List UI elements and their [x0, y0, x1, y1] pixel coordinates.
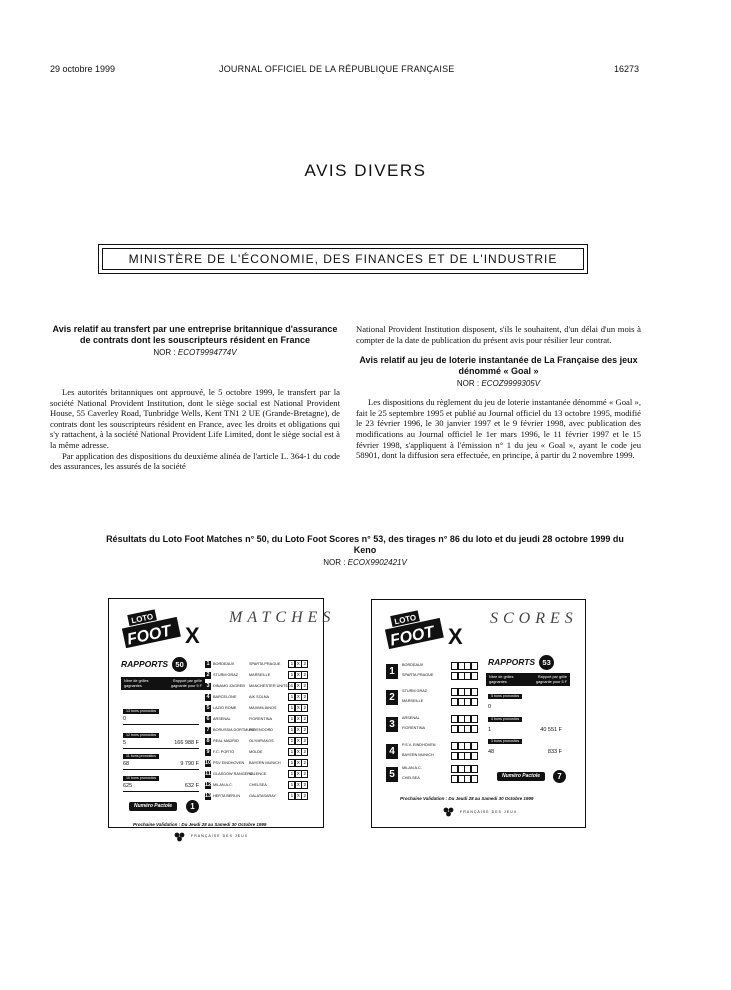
- away-team: BAYERN MUNICH: [249, 761, 281, 765]
- away-team: MARSEILLE: [249, 673, 271, 677]
- header-page-number: 16273: [614, 64, 640, 74]
- score-grid: [452, 725, 478, 733]
- home-team: LAZIO ROME: [213, 706, 237, 710]
- score-match-number: 4: [386, 744, 398, 759]
- match-row: [205, 704, 308, 712]
- prediction-cell: 1: [288, 737, 295, 745]
- away-team: CHELSEA: [249, 783, 267, 787]
- match-row: [205, 759, 308, 767]
- logo-main-text: FOOT: [388, 623, 436, 650]
- match-row: [205, 715, 308, 723]
- prediction-cell: 1: [288, 726, 295, 734]
- away-team: OLYMPIAKOS: [249, 739, 274, 743]
- prediction-cell: X: [296, 738, 300, 743]
- home-team: BARCELONE: [213, 695, 237, 699]
- score-match-number: 1: [386, 664, 398, 679]
- match-number: 2: [206, 671, 210, 678]
- prediction-cell: 2: [301, 715, 308, 723]
- prediction-cell: X: [296, 694, 300, 699]
- prediction-cell: X: [296, 782, 300, 787]
- match-row: [205, 781, 308, 789]
- prediction-grid: [289, 737, 308, 745]
- draw-number-ball: 50: [172, 657, 187, 672]
- match-row: [205, 737, 308, 745]
- numero-pactole-label: Numéro Pactole: [497, 772, 545, 781]
- section-title: AVIS DIVERS: [304, 161, 427, 180]
- away-team: AIK SOLNA: [249, 695, 270, 699]
- fdj-text: FRANÇAISE DES JEUX: [191, 834, 249, 838]
- prediction-cell: 1: [288, 770, 295, 778]
- prediction-cell: 1: [288, 781, 295, 789]
- home-team: PSV EINDHOVEN: [213, 761, 245, 765]
- home-team: REAL MADRID: [213, 739, 239, 743]
- prediction-cell: 2: [301, 781, 308, 789]
- prediction-cell: X: [296, 672, 300, 677]
- match-number: 6: [206, 715, 210, 722]
- away-team: SPARTA PRAGUE: [249, 662, 281, 666]
- numero-pactole-ball: 1: [186, 800, 199, 813]
- match-row: [205, 660, 308, 668]
- rapports-label: [121, 657, 187, 672]
- away-team: MARSEILLE: [402, 699, 424, 703]
- prediction-cell: 1: [288, 660, 295, 668]
- score-cell: [471, 742, 478, 750]
- prize-underline: [123, 748, 199, 749]
- prize-amount: 833 F: [547, 749, 562, 755]
- ministry-box: [98, 244, 588, 274]
- away-team: BAYERN MUNICH: [402, 753, 434, 757]
- prediction-grid: [289, 792, 308, 800]
- prize-label-bar: 13 bons pronostics: [123, 709, 159, 714]
- score-cell: [471, 688, 478, 696]
- away-team: FIORENTINA: [249, 717, 272, 721]
- results-nor: [100, 558, 630, 567]
- prediction-cell: 1: [288, 759, 295, 767]
- loto-foot-matches-card: [108, 598, 336, 838]
- away-team: VALENCE: [249, 772, 267, 776]
- prize-table-header: [486, 673, 570, 686]
- prediction-grid: [289, 781, 308, 789]
- prize-label-bar: 12 bons pronostics: [123, 733, 159, 738]
- prize-row: [123, 740, 199, 746]
- rapports-label: [488, 655, 554, 670]
- match-number: 7: [206, 726, 210, 733]
- prize-count: 68: [123, 761, 130, 767]
- match-number: 9: [206, 748, 210, 755]
- results-heading: Résultats du Loto Foot Matches n° 50, du Loto Foot Scores n° 53, des tirages n° 86 du loto et du jeudi 28 octobre 1999 du Keno: [106, 534, 624, 555]
- prediction-cell: X: [296, 793, 300, 798]
- prediction-cell: X: [296, 727, 300, 732]
- nor-label: NOR :: [323, 558, 346, 567]
- logo-x-icon: X: [185, 623, 200, 648]
- home-team: STURM GRAZ: [213, 673, 239, 677]
- prize-row: [123, 716, 199, 722]
- prize-label-bar: 5 bons pronostics: [488, 694, 522, 699]
- away-team: FEYENOORD: [249, 728, 274, 732]
- score-grid: [452, 688, 478, 696]
- loto-foot-logo: [382, 610, 472, 650]
- prediction-cell: 2: [301, 693, 308, 701]
- header-journal-title: JOURNAL OFFICIEL DE LA RÉPUBLIQUE FRANÇAISE: [219, 64, 455, 74]
- article1-nor: [50, 348, 340, 357]
- article1-paragraph-1: Les autorités britanniques ont approuvé, le 5 octobre 1999, le transfert par la société National Provident Institution, dont le siège social est National Provident House, 55 Caverley Road, Tunbridge Wells, Kent TN1 2 UE (Grande-Bretagne), de contrats dont les souscripteurs résident en France, avec les droits et obligations qui s'y rattachent, à la société National Provident Life Limited, dont le siège social est à la même adresse.: [50, 387, 340, 450]
- score-grid: [452, 742, 478, 750]
- score-cell: [471, 715, 478, 723]
- article1-paragraph-3: National Provident Institution disposent, s'ils le souhaitent, d'un délai d'un mois à compter de la date de publication du présent avis pour résilier leur contrat.: [356, 324, 641, 345]
- fdj-clover-icon: [173, 832, 187, 842]
- rapports-text: RAPPORTS: [488, 656, 536, 667]
- validation-text: Prochaine Validation : Du Jeudi 28 au Samedi 30 Octobre 1999: [133, 822, 267, 827]
- logo-top-text: LOTO: [130, 611, 155, 626]
- prediction-cell: 2: [301, 759, 308, 767]
- prediction-cell: 2: [301, 704, 308, 712]
- prediction-grid: [289, 759, 308, 767]
- loto-foot-logo: [119, 609, 209, 649]
- prediction-cell: 1: [288, 671, 295, 679]
- prediction-cell: X: [296, 749, 300, 754]
- nor-code: ECOZ9999305V: [481, 379, 541, 389]
- score-cell: [471, 662, 478, 670]
- score-cell: [471, 698, 478, 706]
- prize-count: 625: [123, 783, 133, 789]
- prize-table-header: [121, 677, 205, 690]
- game-script-title: SCORES: [490, 610, 578, 627]
- article2-paragraph-1: Les dispositions du règlement du jeu de loterie instantanée dénommé « Goal », fait le 25 septembre 1995 et publié au Journal officiel du 13 octobre 1995, modifié le 23 février 1996, le 30 janvier 1997 et le 9 février 1998, avec publication des modifications au Journal officiel le 1er mars 1996, le 11 février 1997 et le 15 février 1998, s'appliquent à l'émission n° 1 du jeu « Goal », ayant le code jeu 58901, dont la diffusion sera effectuée, en principe, à partir du 2 novembre 1999.: [356, 397, 641, 461]
- logo-top-text: LOTO: [393, 612, 418, 627]
- score-grid: [452, 698, 478, 706]
- score-grid: [452, 715, 478, 723]
- article1-paragraph-2: Par application des dispositions du deuxième alinéa de l'article L. 364-1 du code des assurances, les assurés de la société: [50, 450, 340, 472]
- header-right: Rapport par grille gagnante pour 5 F: [535, 675, 567, 684]
- prize-count: 1: [488, 727, 492, 733]
- prize-label-bar: 3 bons pronostics: [488, 739, 522, 744]
- prediction-cell: 2: [301, 737, 308, 745]
- prediction-grid: [289, 682, 308, 690]
- score-cell: [471, 752, 478, 760]
- match-number: 5: [206, 704, 210, 711]
- prediction-cell: X: [296, 760, 300, 765]
- article2-heading: Avis relatif au jeu de loterie instantanée de La Française des jeux dénommé « Goal »: [359, 355, 638, 376]
- match-row: [205, 682, 308, 690]
- prize-count: 0: [488, 704, 492, 710]
- home-team: F.C. PORTO: [213, 750, 235, 754]
- match-number: 1: [206, 660, 210, 667]
- match-number: 8: [206, 737, 210, 744]
- nor-code: ECOT9994774V: [177, 348, 237, 357]
- numero-pactole-ball: 7: [553, 770, 566, 783]
- match-number: 4: [206, 693, 210, 700]
- prediction-cell: 1: [288, 704, 295, 712]
- prediction-cell: 2: [301, 660, 308, 668]
- score-grid: [452, 775, 478, 783]
- score-grid: [452, 672, 478, 680]
- results-heading-block: [100, 534, 630, 567]
- game-script-title: MATCHES: [229, 609, 336, 626]
- prediction-cell: 2: [301, 770, 308, 778]
- match-row: [205, 726, 308, 734]
- prediction-grid: [289, 748, 308, 756]
- score-match-number: 3: [386, 717, 398, 732]
- prediction-cell: X: [296, 661, 300, 666]
- home-team: HERTA BERLIN: [213, 794, 241, 798]
- prize-row: [488, 749, 562, 755]
- prediction-cell: 1: [288, 693, 295, 701]
- match-row: [205, 792, 308, 800]
- score-cell: [471, 775, 478, 783]
- prediction-cell: X: [296, 683, 300, 688]
- match-number: 3: [206, 682, 210, 689]
- score-cell: [471, 765, 478, 773]
- score-grid: [452, 662, 478, 670]
- prediction-cell: 2: [301, 682, 308, 690]
- home-team: ARSENAL: [402, 716, 420, 720]
- home-team: BORDEAUX: [213, 662, 235, 666]
- away-team: CHELSEA: [402, 776, 420, 780]
- home-team: P.S.V. EINDHOVEN: [402, 743, 436, 747]
- prediction-cell: 2: [301, 726, 308, 734]
- fdj-clover-icon: [442, 807, 456, 817]
- prize-label-bar: 4 bons pronostics: [488, 717, 522, 722]
- prize-amount: 9 790 F: [180, 761, 199, 767]
- prediction-cell: 1: [288, 682, 295, 690]
- ministry-name: MINISTÈRE DE L'ÉCONOMIE, DES FINANCES ET DE L'INDUSTRIE: [102, 248, 584, 270]
- prize-row: [488, 727, 562, 733]
- prediction-cell: 1: [288, 748, 295, 756]
- article2-nor: [356, 379, 641, 388]
- prize-label-bar: 11 bons pronostics: [123, 754, 159, 759]
- home-team: ARSENAL: [213, 717, 231, 721]
- score-cell: [471, 672, 478, 680]
- nor-label: NOR :: [153, 348, 176, 357]
- away-team: GALATASARAY: [249, 794, 277, 798]
- prize-row: [488, 704, 562, 710]
- prediction-grid: [289, 704, 308, 712]
- left-column: [50, 324, 340, 472]
- rapports-text: RAPPORTS: [121, 658, 169, 669]
- match-row: [205, 748, 308, 756]
- prize-underline: [123, 769, 199, 770]
- prize-count: 48: [488, 749, 495, 755]
- prediction-grid: [289, 671, 308, 679]
- header-left: Nbre de grilles gagnantes: [489, 675, 514, 684]
- score-match-number: 2: [386, 690, 398, 705]
- away-team: MANCHESTER UNITED: [249, 684, 291, 688]
- home-team: DINAMO ZAGREB: [213, 684, 245, 688]
- loto-foot-scores-card: [371, 599, 586, 828]
- header-right: Rapport par grille gagnante pour 5 F: [170, 679, 202, 688]
- prediction-grid: [289, 660, 308, 668]
- prediction-cell: 1: [288, 792, 295, 800]
- match-number: 10: [205, 759, 212, 766]
- match-number: 13: [205, 792, 212, 799]
- logo-x-icon: X: [448, 624, 463, 649]
- header-date: 29 octobre 1999: [50, 64, 116, 74]
- prediction-grid: [289, 715, 308, 723]
- article1-heading: Avis relatif au transfert par une entreprise britannique d'assurance de contrats dont les souscripteurs résident en France: [52, 324, 338, 345]
- nor-code: ECOX9902421V: [347, 558, 407, 567]
- home-team: BORDEAUX: [402, 663, 424, 667]
- score-grid: [452, 752, 478, 760]
- draw-number-ball: 53: [539, 655, 554, 670]
- match-number: 11: [205, 770, 211, 777]
- prize-label-bar: 10 bons pronostics: [123, 776, 159, 781]
- prediction-cell: X: [296, 705, 300, 710]
- prediction-grid: [289, 693, 308, 701]
- home-team: MILAN A.C.: [213, 783, 233, 787]
- score-cell: [471, 725, 478, 733]
- match-row: [205, 770, 308, 778]
- prediction-cell: X: [296, 716, 300, 721]
- prediction-cell: 1: [288, 715, 295, 723]
- right-column: [356, 324, 641, 461]
- prize-amount: 632 F: [184, 783, 199, 789]
- home-team: STURM GRAZ: [402, 689, 428, 693]
- prediction-cell: 2: [301, 671, 308, 679]
- home-team: GLASGOW RANGERS: [213, 772, 253, 776]
- fdj-text: FRANÇAISE DES JEUX: [460, 810, 518, 814]
- away-team: SPARTA PRAGUE: [402, 673, 434, 677]
- prediction-grid: [289, 726, 308, 734]
- header-left: Nbre de grilles gagnantes: [124, 679, 149, 688]
- prize-underline: [123, 724, 199, 725]
- prize-underline: [123, 791, 199, 792]
- match-row: [205, 693, 308, 701]
- prediction-grid: [289, 770, 308, 778]
- away-team: FIORENTINA: [402, 726, 425, 730]
- match-row: [205, 671, 308, 679]
- score-grid: [452, 765, 478, 773]
- prize-count: 0: [123, 716, 127, 722]
- home-team: BORUSSIA DORTMUND: [213, 728, 256, 732]
- prediction-cell: 2: [301, 748, 308, 756]
- away-team: MAXIMILIANOS: [249, 706, 277, 710]
- nor-label: NOR :: [456, 379, 480, 389]
- home-team: MILAN A.C.: [402, 766, 422, 770]
- prize-row: [123, 783, 199, 789]
- validation-text: Prochaine Validation : Du Jeudi 28 au Samedi 30 Octobre 1999: [400, 796, 534, 801]
- logo-main-text: FOOT: [125, 622, 173, 649]
- prize-count: 5: [123, 740, 127, 746]
- prize-amount: 40 551 F: [540, 727, 562, 733]
- prediction-cell: 2: [301, 792, 308, 800]
- prediction-cell: X: [296, 771, 300, 776]
- match-number: 12: [205, 781, 212, 788]
- prize-row: [123, 761, 199, 767]
- score-match-number: 5: [386, 767, 398, 782]
- numero-pactole-label: Numéro Pactole: [129, 802, 177, 811]
- prize-amount: 166 988 F: [174, 740, 199, 746]
- away-team: MOLDE: [249, 750, 263, 754]
